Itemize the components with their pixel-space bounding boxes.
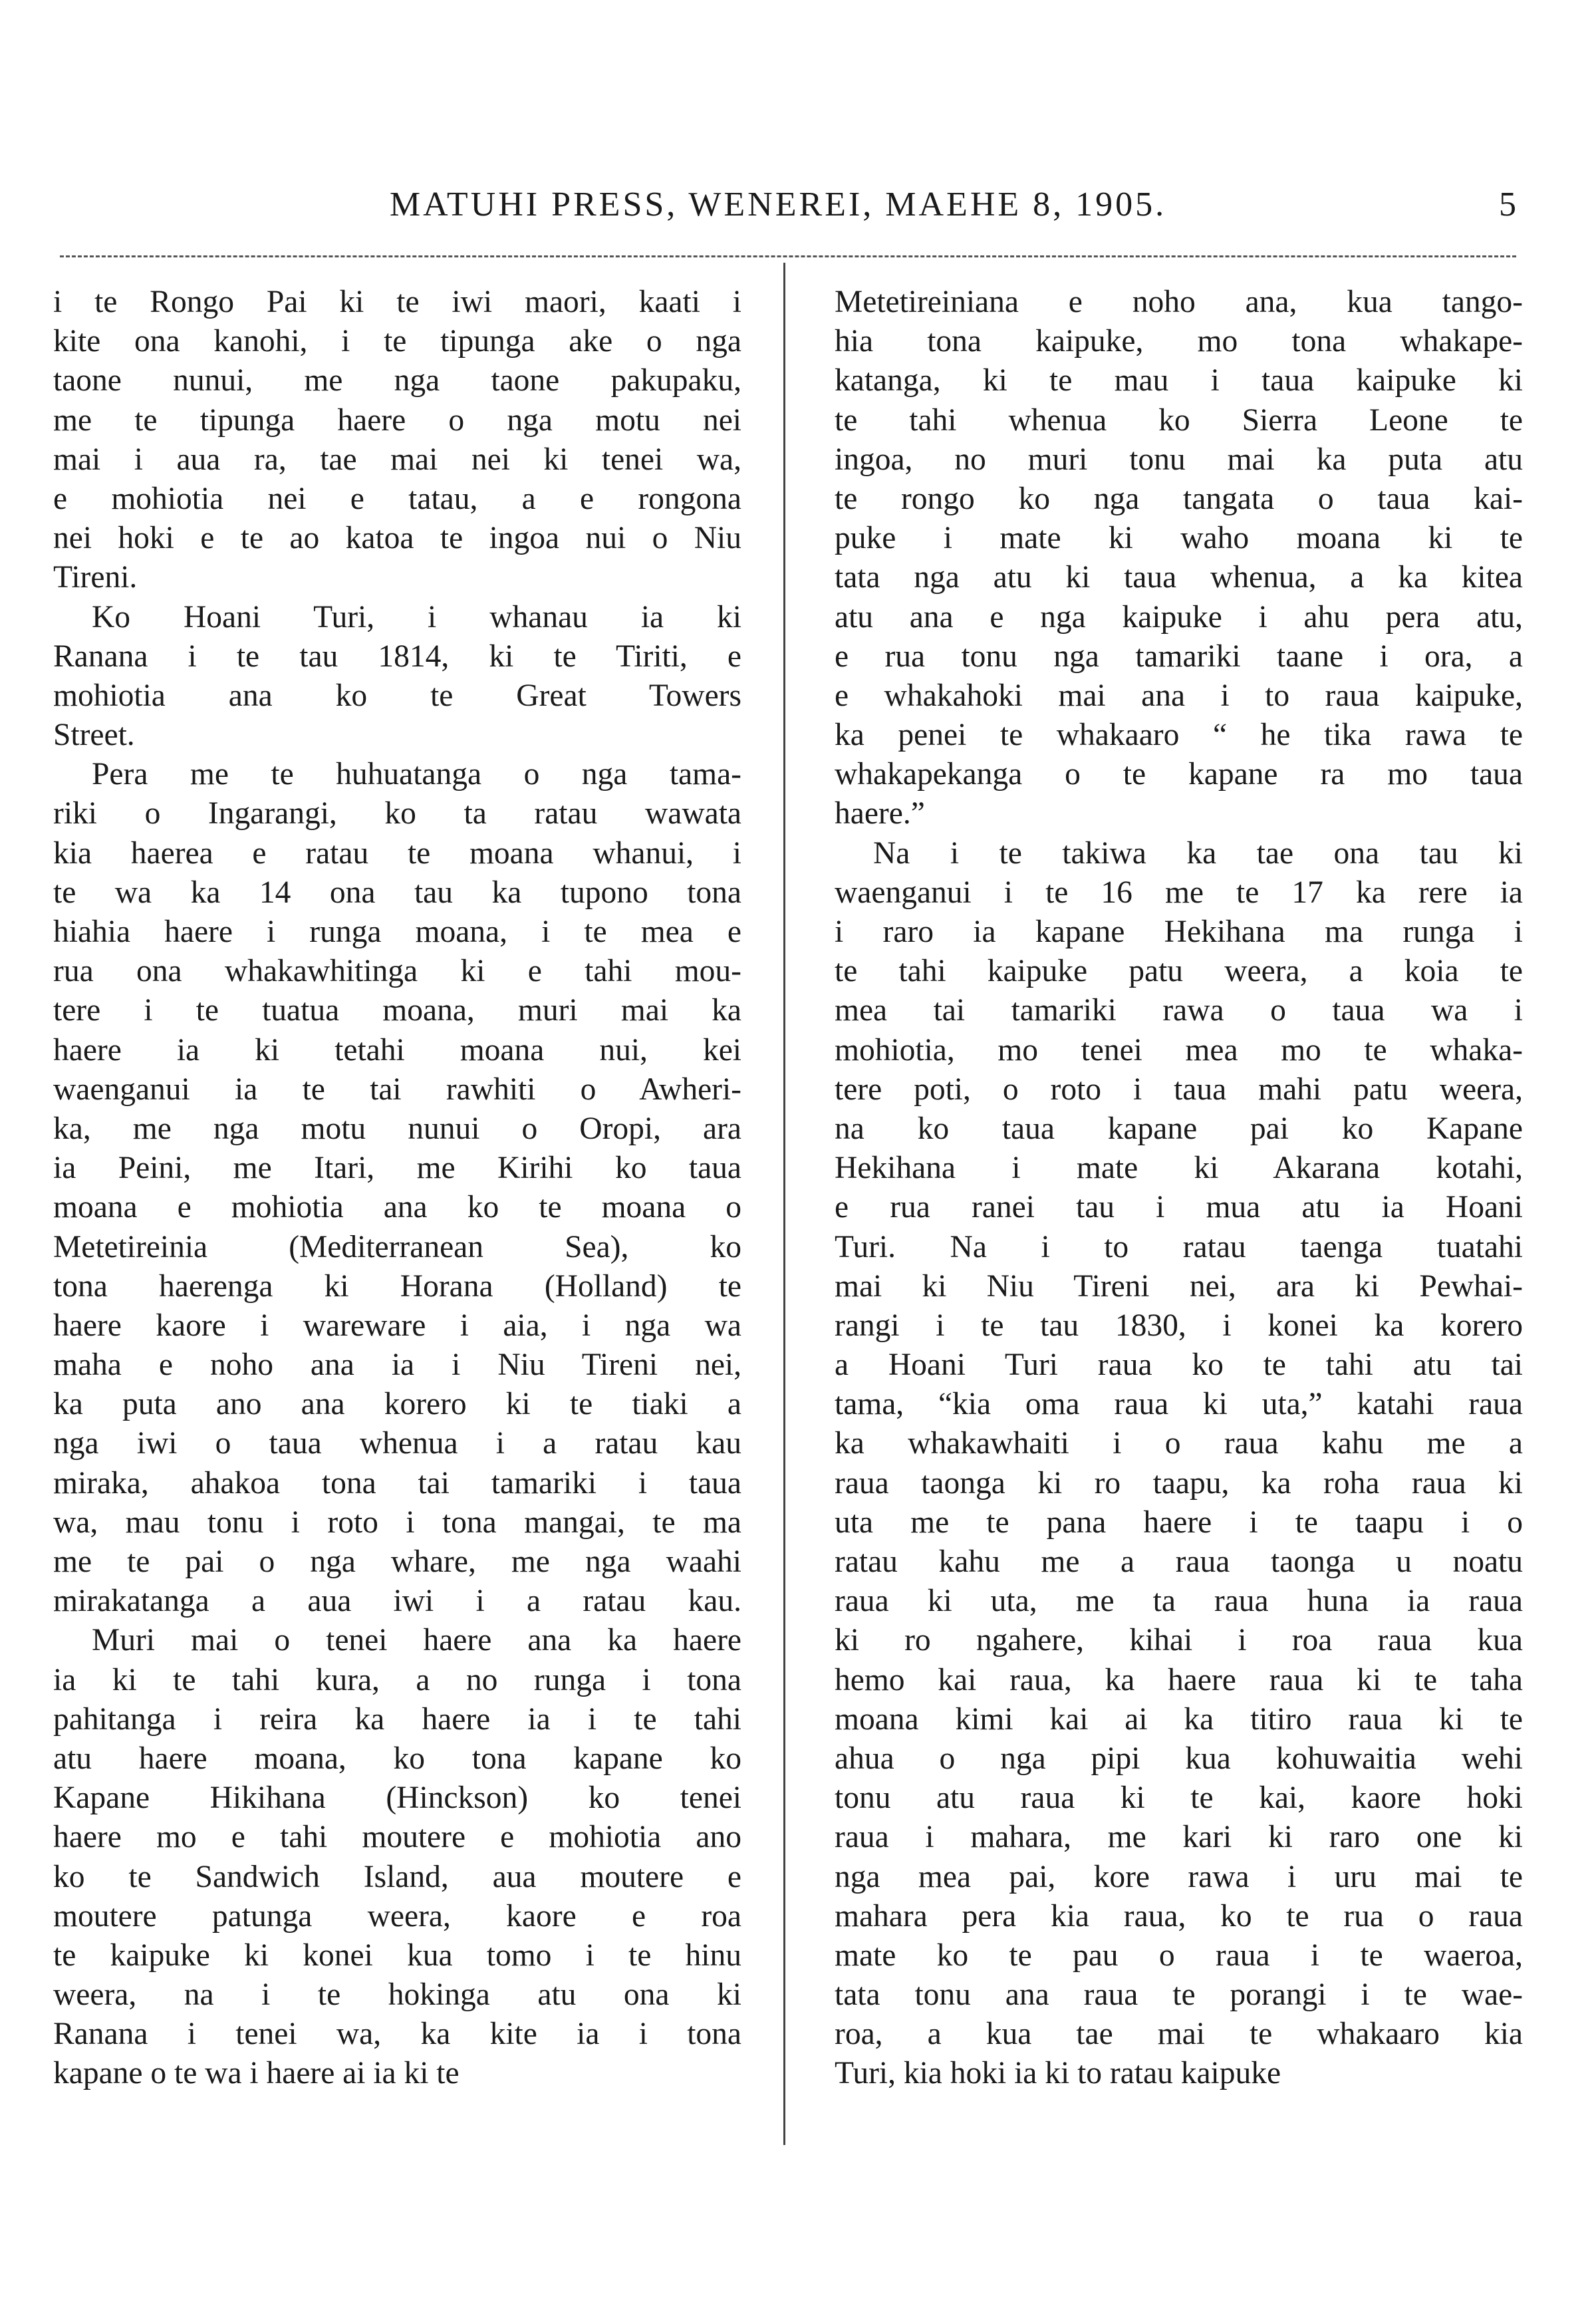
text-line: Metetireiniana e noho ana, kua tango- — [835, 285, 1523, 319]
text-line: e rua tonu nga tamariki taane i ora, a — [835, 639, 1523, 674]
text-line: nga mea pai, kore rawa i uru mai te — [835, 1859, 1523, 1894]
text-line: tonu atu raua ki te kai, kaore hoki — [835, 1781, 1523, 1816]
text-line: ahua o nga pipi kua kohuwaitia wehi — [835, 1741, 1523, 1776]
text-line: mai i aua ra, tae mai nei ki tenei wa, — [53, 442, 741, 477]
text-line: rua ona whakawhitinga ki e tahi mou- — [53, 954, 741, 989]
text-line: na ko taua kapane pai ko Kapane — [835, 1111, 1523, 1146]
text-line: Street. — [53, 718, 135, 753]
text-line: mahara pera kia raua, ko te rua o raua — [835, 1898, 1523, 1934]
text-line: raua taonga ki ro taapu, ka roha raua ki — [835, 1465, 1523, 1501]
text-line: haere kaore i wareware i aia, i nga wa — [53, 1308, 741, 1343]
text-line: ka, me nga motu nunui o Oropi, ara — [53, 1111, 741, 1146]
text-line: hia tona kaipuke, mo tona whakape- — [835, 324, 1523, 359]
text-line: miraka, ahakoa tona tai tamariki i taua — [53, 1465, 741, 1501]
text-line: moana e mohiotia ana ko te moana o — [53, 1190, 741, 1225]
text-line: tona haerenga ki Horana (Holland) te — [53, 1268, 741, 1304]
text-line: rangi i te tau 1830, i konei ka korero — [835, 1308, 1523, 1343]
text-line: whakapekanga o te kapane ra mo taua — [835, 757, 1523, 792]
text-line: tama, “kia oma raua ki uta,” katahi raua — [835, 1387, 1523, 1422]
text-line: tata tonu ana raua te porangi i te wae- — [835, 1977, 1523, 2013]
text-line: roa, a kua tae mai te whakaaro kia — [835, 2017, 1523, 2052]
text-line: mohiotia, mo tenei mea mo te whaka- — [835, 1032, 1523, 1068]
text-line: e whakahoki mai ana i to raua kaipuke, — [835, 678, 1523, 713]
text-line: Turi. Na i to ratau taenga tuatahi — [835, 1229, 1523, 1264]
header-title: MATUHI PRESS, WENEREI, MAEHE 8, 1905. — [389, 186, 1167, 223]
text-line: pahitanga i reira ka haere ia i te tahi — [53, 1701, 741, 1737]
text-line: mai ki Niu Tireni nei, ara ki Pewhai- — [835, 1268, 1523, 1304]
text-line: Na i te takiwa ka tae ona tau ki — [873, 835, 1523, 871]
text-line: tere i te tuatua moana, muri mai ka — [53, 993, 741, 1028]
text-line: waenganui i te 16 me te 17 ka rere ia — [835, 875, 1523, 910]
text-line: kia haerea e ratau te moana whanui, i — [53, 835, 741, 871]
header-rule — [60, 255, 1516, 257]
text-line: Muri mai o tenei haere ana ka haere — [92, 1623, 741, 1658]
text-line: puke i mate ki waho moana ki te — [835, 521, 1523, 556]
text-line: haere mo e tahi moutere e mohiotia ano — [53, 1820, 741, 1855]
text-line: uta me te pana haere i te taapu i o — [835, 1505, 1523, 1540]
text-line: taone nunui, me nga taone pakupaku, — [53, 363, 741, 398]
text-line: tata nga atu ki taua whenua, a ka kitea — [835, 560, 1523, 595]
text-line: riki o Ingarangi, ko ta ratau wawata — [53, 796, 741, 831]
text-line: mohiotia ana ko te Great Towers — [53, 678, 741, 713]
text-line: nei hoki e te ao katoa te ingoa nui o Niu — [53, 521, 741, 556]
text-line: hiahia haere i runga moana, i te mea e — [53, 915, 741, 949]
text-line: tere poti, o roto i taua mahi patu weera, — [835, 1072, 1523, 1107]
text-line: e rua ranei tau i mua atu ia Hoani — [835, 1190, 1523, 1225]
text-line: ka penei te whakaaro “ he tika rawa te — [835, 718, 1523, 753]
text-line: te tahi kaipuke patu weera, a koia te — [835, 954, 1523, 989]
text-line: ka whakawhaiti i o raua kahu me a — [835, 1426, 1523, 1461]
text-line: haere.” — [835, 796, 925, 831]
text-line: te tahi whenua ko Sierra Leone te — [835, 402, 1523, 438]
text-line: a Hoani Turi raua ko te tahi atu tai — [835, 1348, 1523, 1383]
text-line: ingoa, no muri tonu mai ka puta atu — [835, 442, 1523, 477]
text-line: weera, na i te hokinga atu ona ki — [53, 1977, 741, 2013]
text-line: raua i mahara, me kari ki raro one ki — [835, 1820, 1523, 1855]
text-line: i te Rongo Pai ki te iwi maori, kaati i — [53, 285, 741, 319]
text-line: waenganui ia te tai rawhiti o Awheri- — [53, 1072, 741, 1107]
text-line: haere ia ki tetahi moana nui, kei — [53, 1032, 741, 1068]
text-line: Turi, kia hoki ia ki to ratau kaipuke — [835, 2056, 1281, 2091]
text-line: Metetireinia (Mediterranean Sea), ko — [53, 1229, 741, 1264]
text-line: Ko Hoani Turi, i whanau ia ki — [92, 599, 741, 635]
right-column — [835, 283, 1523, 2094]
text-line: kapane o te wa i haere ai ia ki te — [53, 2056, 460, 2091]
text-line: maha e noho ana ia i Niu Tireni nei, — [53, 1348, 741, 1383]
text-line: Ranana i tenei wa, ka kite ia i tona — [53, 2017, 741, 2052]
text-line: te kaipuke ki konei kua tomo i te hinu — [53, 1938, 741, 1973]
text-line: Hekihana i mate ki Akarana kotahi, — [835, 1151, 1523, 1186]
text-line: ki ro ngahere, kihai i roa raua kua — [835, 1623, 1523, 1658]
text-line: Pera me te huhuatanga o nga tama- — [92, 757, 741, 792]
text-line: e mohiotia nei e tatau, a e rongona — [53, 481, 741, 516]
text-line: raua ki uta, me ta raua huna ia raua — [835, 1584, 1523, 1619]
text-line: ia Peini, me Itari, me Kirihi ko taua — [53, 1151, 741, 1186]
text-line: ratau kahu me a raua taonga u noatu — [835, 1544, 1523, 1579]
text-line: ko te Sandwich Island, aua moutere e — [53, 1859, 741, 1894]
text-line: Kapane Hikihana (Hinckson) ko tenei — [53, 1781, 741, 1816]
text-line: Tireni. — [53, 560, 138, 595]
text-line: atu haere moana, ko tona kapane ko — [53, 1741, 741, 1776]
text-line: ia ki te tahi kura, a no runga i tona — [53, 1662, 741, 1697]
text-line: te rongo ko nga tangata o taua kai- — [835, 481, 1523, 516]
text-line: te wa ka 14 ona tau ka tupono tona — [53, 875, 741, 910]
text-line: me te pai o nga whare, me nga waahi — [53, 1544, 741, 1579]
text-line: kite ona kanohi, i te tipunga ake o nga — [53, 324, 741, 359]
text-line: atu ana e nga kaipuke i ahu pera atu, — [835, 599, 1523, 635]
text-line: hemo kai raua, ka haere raua ki te taha — [835, 1662, 1523, 1697]
text-line: katanga, ki te mau i taua kaipuke ki — [835, 363, 1523, 398]
text-line: nga iwi o taua whenua i a ratau kau — [53, 1426, 741, 1461]
text-line: wa, mau tonu i roto i tona mangai, te ma — [53, 1505, 741, 1540]
column-divider — [783, 263, 785, 2145]
page-number: 5 — [1499, 186, 1516, 223]
text-line: i raro ia kapane Hekihana ma runga i — [835, 915, 1523, 949]
text-line: moutere patunga weera, kaore e roa — [53, 1898, 741, 1934]
text-line: moana kimi kai ai ka titiro raua ki te — [835, 1701, 1523, 1737]
text-line: ka puta ano ana korero ki te tiaki a — [53, 1387, 741, 1422]
text-line: mea tai tamariki rawa o taua wa i — [835, 993, 1523, 1028]
running-head — [60, 178, 1516, 231]
left-column — [53, 283, 741, 2094]
text-line: mate ko te pau o raua i te waeroa, — [835, 1938, 1523, 1973]
text-line: Ranana i te tau 1814, ki te Tiriti, e — [53, 639, 741, 674]
text-line: me te tipunga haere o nga motu nei — [53, 402, 741, 438]
text-line: mirakatanga a aua iwi i a ratau kau. — [53, 1584, 741, 1619]
